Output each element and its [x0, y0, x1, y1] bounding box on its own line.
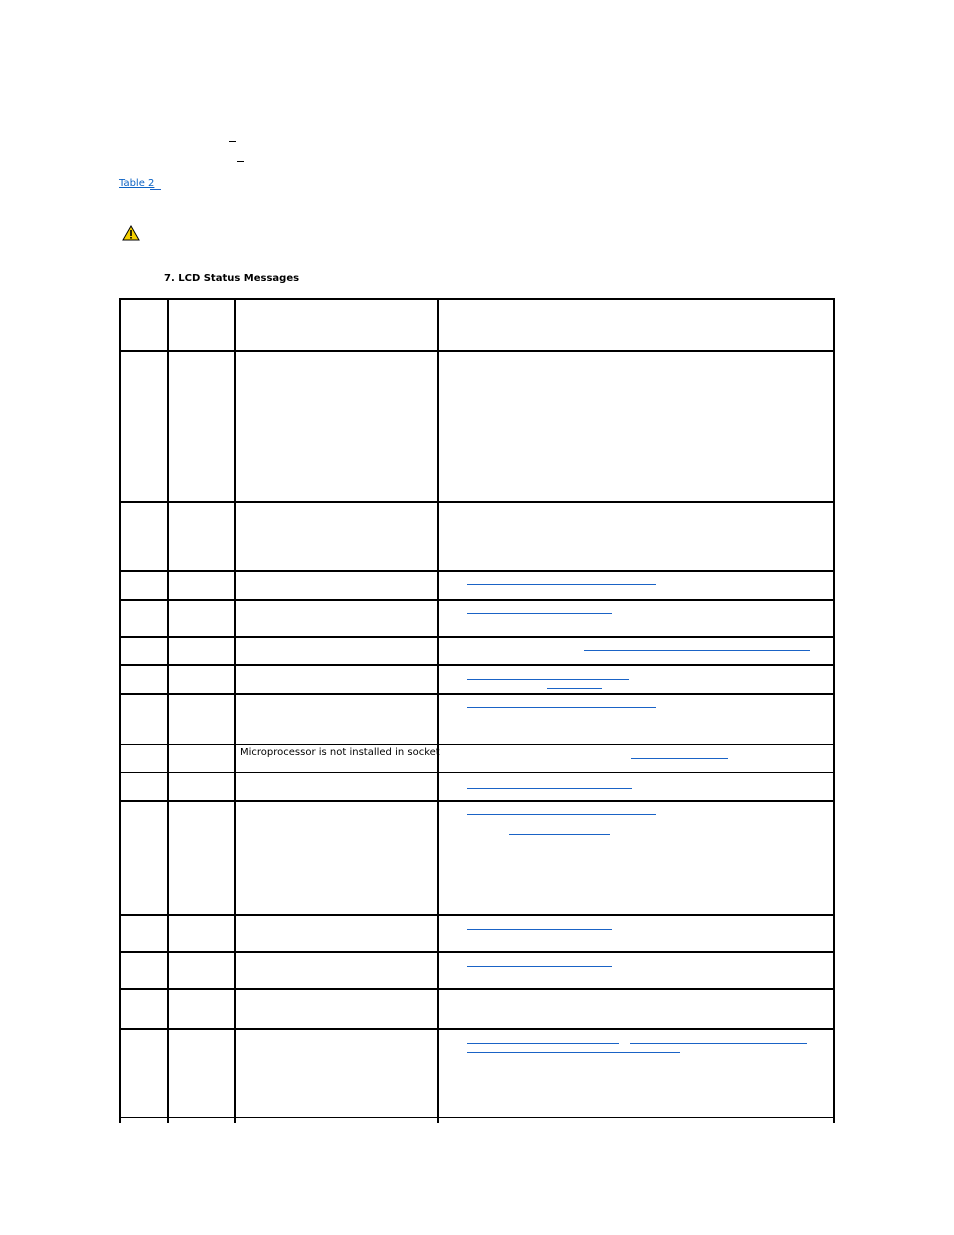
row-divider — [119, 636, 835, 638]
link-underline[interactable] — [467, 679, 629, 680]
link-underline[interactable] — [467, 613, 612, 614]
column-divider — [234, 298, 236, 1123]
link-underline[interactable] — [467, 1052, 680, 1053]
row-divider — [119, 664, 835, 666]
row-divider — [119, 988, 835, 990]
link-underline[interactable] — [467, 707, 656, 708]
row-divider — [119, 570, 835, 572]
stray-underscore-1 — [229, 141, 236, 142]
link-underline[interactable] — [467, 929, 612, 930]
row-divider — [119, 350, 835, 352]
row-divider — [119, 951, 835, 953]
column-divider — [833, 298, 835, 1123]
link-underline[interactable] — [467, 788, 632, 789]
link-underline[interactable] — [467, 814, 656, 815]
table-2-link[interactable]: Table 2 — [119, 178, 155, 189]
row-divider — [119, 914, 835, 916]
warning-triangle-icon — [122, 225, 140, 241]
row-divider — [119, 501, 835, 503]
link-underline[interactable] — [467, 1043, 619, 1044]
row-divider — [119, 599, 835, 601]
row-divider — [119, 772, 835, 773]
link-underline[interactable] — [631, 758, 728, 759]
link-underline[interactable] — [467, 584, 656, 585]
lcd-status-table — [119, 298, 835, 1123]
link-underline[interactable] — [630, 1043, 807, 1044]
row-divider — [119, 1028, 835, 1030]
microprocessor-row-message: Microprocessor is not installed in socket — [240, 747, 440, 758]
link-underline[interactable] — [584, 650, 810, 651]
table-caption: 7. LCD Status Messages — [164, 273, 300, 284]
column-divider — [437, 298, 439, 1123]
link-underline[interactable] — [509, 834, 610, 835]
table-2-link-underline — [150, 189, 161, 190]
link-underline[interactable] — [467, 966, 612, 967]
link-underline[interactable] — [547, 688, 602, 689]
row-divider — [119, 744, 835, 745]
column-divider — [167, 298, 169, 1123]
row-divider — [119, 693, 835, 695]
table-border-top — [119, 298, 835, 300]
stray-underscore-2 — [237, 161, 244, 162]
row-divider — [119, 800, 835, 802]
column-divider — [119, 298, 121, 1123]
row-divider — [119, 1117, 835, 1118]
